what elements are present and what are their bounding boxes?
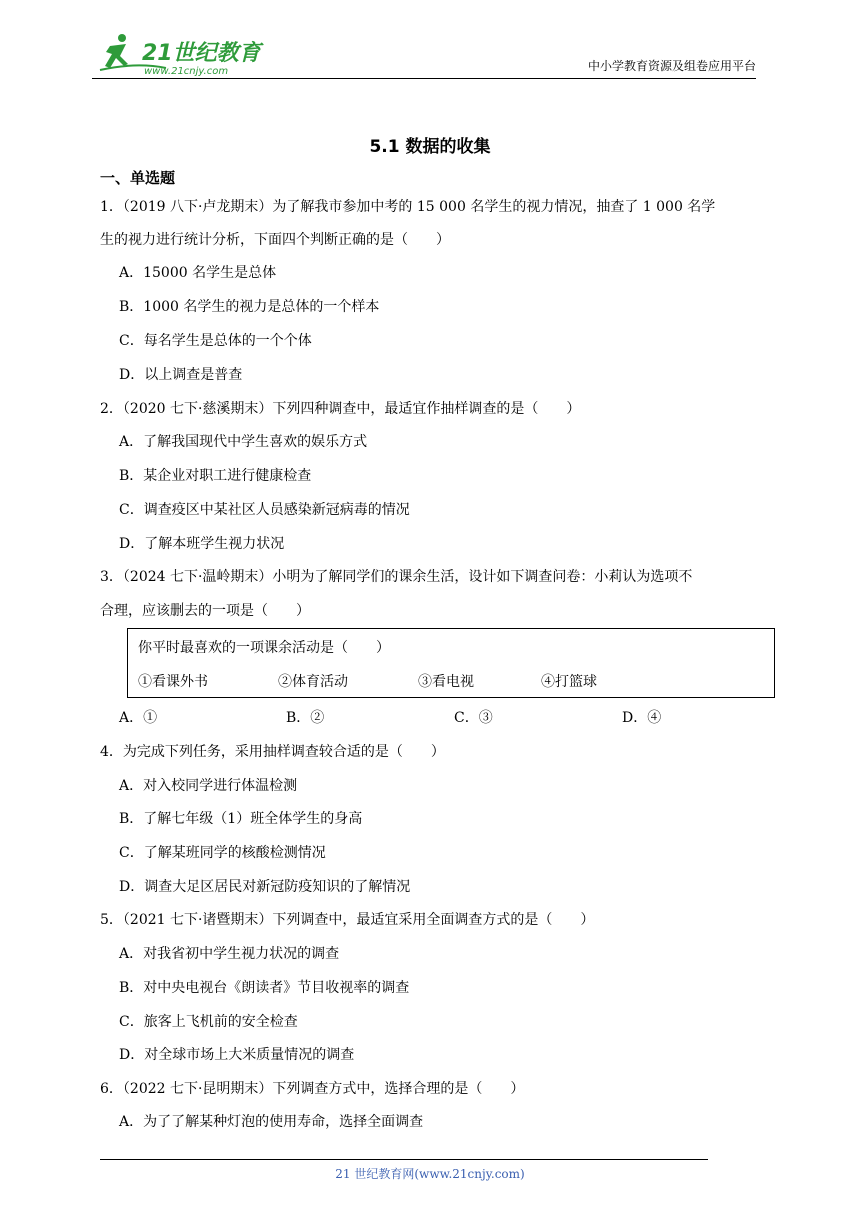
question-2-option-d: D．了解本班学生视力状况 [119,536,285,552]
question-6-option-a: A．为了了解某种灯泡的使用寿命，选择全面调查 [119,1114,424,1130]
question-3-option-b: B．② [286,710,325,726]
question-4-option-c: C．了解某班同学的核酸检测情况 [119,845,326,861]
question-2-option-a: A．了解我国现代中学生喜欢的娱乐方式 [119,434,368,450]
platform-name: 中小学教育资源及组卷应用平台 [587,59,756,73]
survey-box [127,628,775,698]
question-1-option-c: C．每名学生是总体的一个个体 [119,333,312,349]
question-3-line-2: 合理，应该删去的一项是（ ） [100,603,310,619]
question-1-option-a: A．15000 名学生是总体 [119,265,277,281]
survey-item-4: ④打篮球 [541,674,597,690]
question-1-line-1: 1．（2019 八下·卢龙期末）为了解我市参加中考的 15 000 名学生的视力情况，抽查了 1 000 名学 [100,199,716,215]
question-2-line-1: 2．（2020 七下·慈溪期末）下列四种调查中，最适宜作抽样调查的是（ ） [100,401,581,417]
question-4-option-b: B．了解七年级（1）班全体学生的身高 [119,811,363,827]
question-3-option-c: C．③ [454,710,493,726]
svg-text:www.21cnjy.com: www.21cnjy.com [144,66,229,76]
footer-text: 21 世纪教育网(www.21cnjy.com) [335,1167,525,1181]
question-5-line-1: 5．（2021 七下·诸暨期末）下列调查中，最适宜采用全面调查方式的是（ ） [100,912,595,928]
question-3-option-a: A．① [119,710,158,726]
survey-question: 你平时最喜欢的一项课余活动是（ ） [138,640,390,656]
svg-text:21世纪教育: 21世纪教育 [142,41,261,66]
survey-item-3: ③看电视 [418,674,474,690]
section-heading: 一、单选题 [100,169,176,187]
page-header [92,30,756,79]
logo-icon [96,32,266,76]
question-1-option-b: B．1000 名学生的视力是总体的一个样本 [119,299,380,315]
question-4-line-1: 4．为完成下列任务，采用抽样调查较合适的是（ ） [100,744,445,760]
survey-item-2: ②体育活动 [278,674,348,690]
footer-divider [100,1159,708,1160]
question-1-line-2: 生的视力进行统计分析，下面四个判断正确的是（ ） [100,232,450,248]
question-2-option-b: B．某企业对职工进行健康检查 [119,468,312,484]
question-5-option-c: C．旅客上飞机前的安全检查 [119,1014,298,1030]
question-3-option-d: D．④ [622,710,662,726]
question-3-line-1: 3．（2024 七下·温岭期末）小明为了解同学们的课余生活，设计如下调查问卷：小莉认为选项不 [100,569,693,585]
question-4-option-d: D．调查大足区居民对新冠防疫知识的了解情况 [119,879,411,895]
question-6-line-1: 6．（2022 七下·昆明期末）下列调查方式中，选择合理的是（ ） [100,1081,525,1097]
question-5-option-b: B．对中央电视台《朗读者》节目收视率的调查 [119,980,410,996]
question-2-option-c: C．调查疫区中某社区人员感染新冠病毒的情况 [119,502,410,518]
question-5-option-d: D．对全球市场上大米质量情况的调查 [119,1047,355,1063]
question-5-option-a: A．对我省初中学生视力状况的调查 [119,946,340,962]
page-title: 5.1 数据的收集 [369,137,491,157]
question-1-option-d: D．以上调查是普查 [119,367,243,383]
survey-item-1: ①看课外书 [138,674,208,690]
question-4-option-a: A．对入校同学进行体温检测 [119,778,298,794]
